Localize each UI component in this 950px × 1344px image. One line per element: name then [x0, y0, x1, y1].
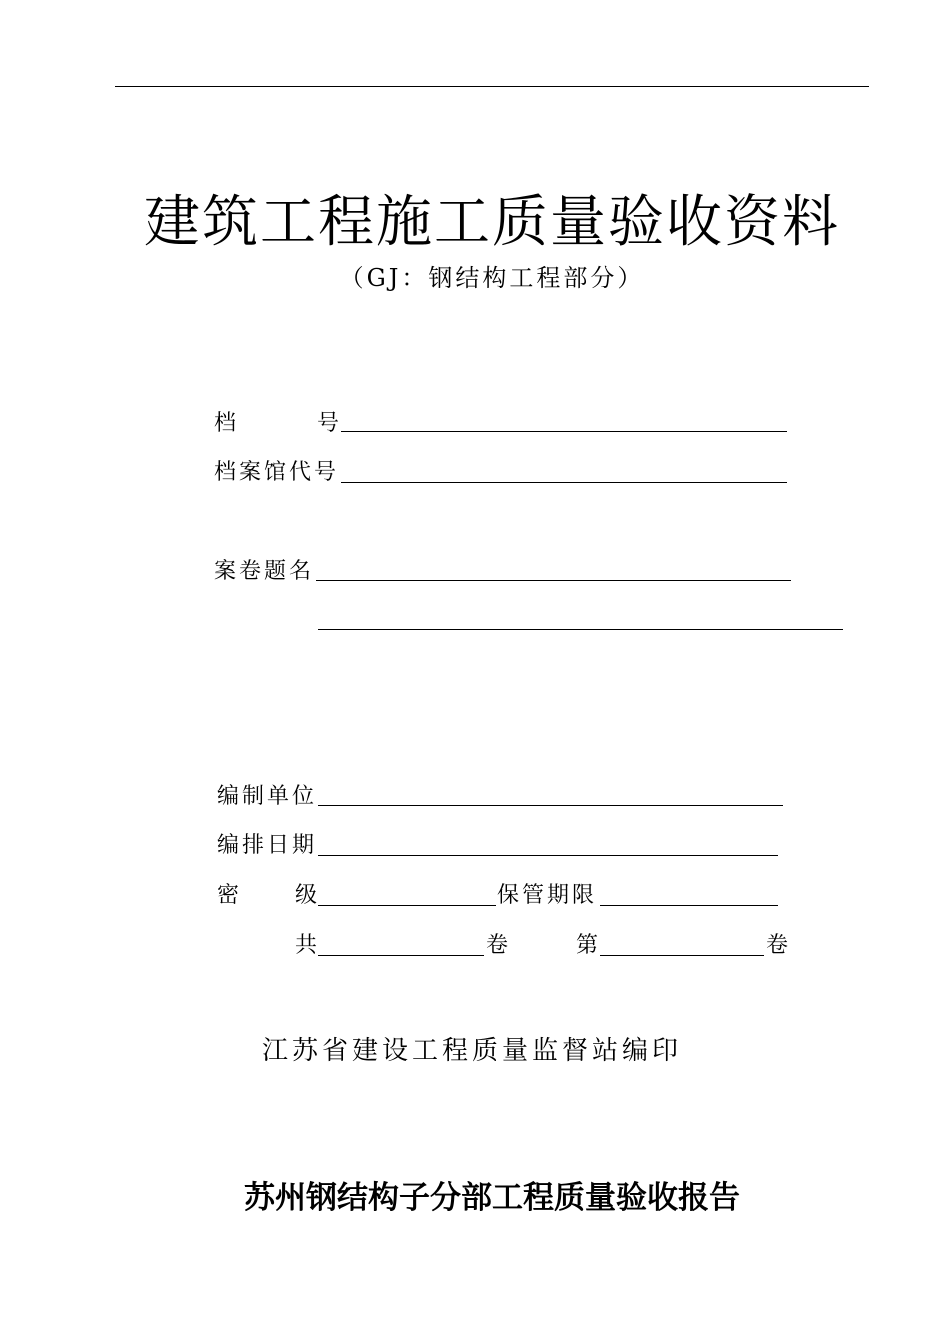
archive-code-field[interactable] [341, 482, 787, 483]
retention-label: 保管期限 [497, 883, 598, 908]
top-rule [115, 86, 869, 87]
retention-field[interactable] [600, 905, 778, 906]
index-label: 第 [576, 933, 602, 958]
compiler-label: 编制单位 [217, 784, 318, 809]
publisher-line: 江苏省建设工程质量监督站编印 [262, 1036, 683, 1066]
total-field[interactable] [318, 955, 484, 956]
file-no-label-a: 档 [214, 411, 240, 436]
volume-unit-label-2: 卷 [766, 933, 792, 958]
compiler-field[interactable] [318, 805, 783, 806]
file-no-label-b: 号 [317, 411, 343, 436]
cover-subtitle: （GJ：钢结构工程部分） [339, 264, 645, 292]
volume-title-label: 案卷题名 [214, 559, 315, 584]
volume-title-field-2[interactable] [318, 629, 843, 630]
secret-field[interactable] [318, 905, 496, 906]
secret-label-b: 级 [295, 883, 321, 908]
volume-unit-label-1: 卷 [486, 933, 512, 958]
index-field[interactable] [600, 955, 764, 956]
archive-code-label: 档案馆代号 [214, 460, 340, 485]
file-no-field[interactable] [341, 431, 787, 432]
cover-title: 建筑工程施工质量验收资料 [144, 190, 840, 255]
total-label: 共 [295, 933, 321, 958]
report-title: 苏州钢结构子分部工程质量验收报告 [244, 1180, 740, 1216]
volume-title-field-1[interactable] [316, 580, 791, 581]
secret-label-a: 密 [217, 883, 243, 908]
compile-date-field[interactable] [318, 855, 778, 856]
compile-date-label: 编排日期 [217, 833, 318, 858]
